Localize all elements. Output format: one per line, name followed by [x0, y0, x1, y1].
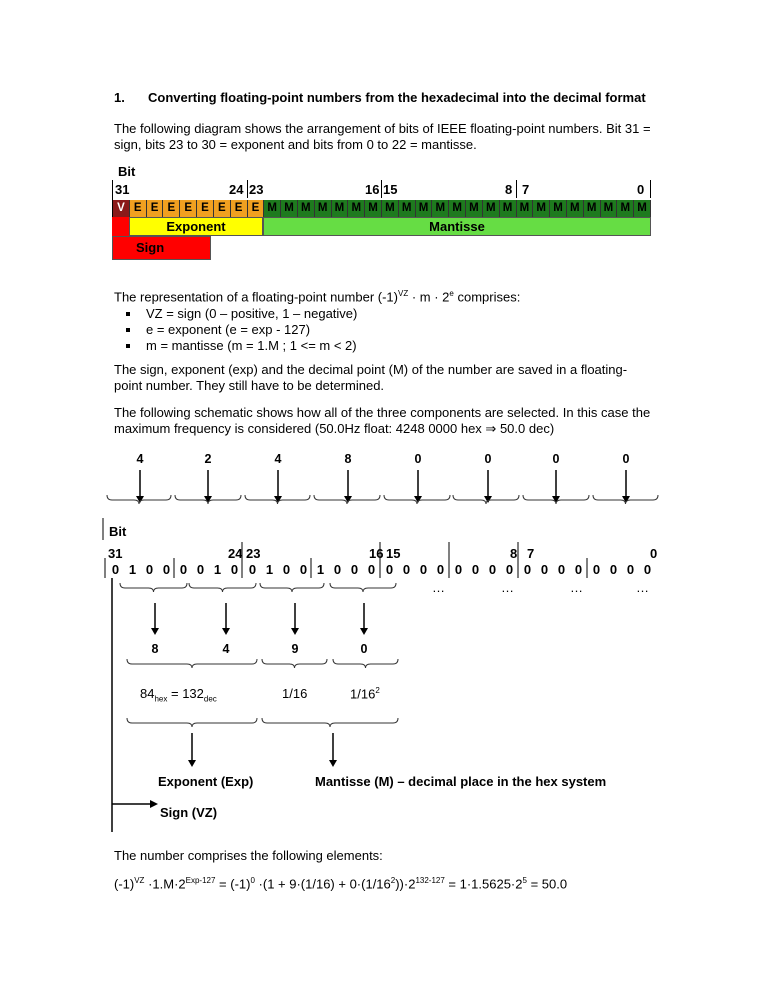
- binary-bit: 0: [350, 562, 359, 577]
- group-digit: 9: [291, 642, 299, 656]
- bit-cell: M: [617, 200, 634, 217]
- sign-band-label: Sign: [136, 240, 165, 255]
- binary-bit: 0: [436, 562, 445, 577]
- fraction-1: 1/16: [282, 686, 308, 701]
- binary-bit: 0: [592, 562, 601, 577]
- ellipsis: …: [570, 580, 583, 595]
- hex-digit: 4: [136, 452, 144, 466]
- bit-cell: E: [231, 200, 248, 217]
- bit-cell: M: [281, 200, 298, 217]
- list-item: VZ = sign (0 – positive, 1 – negative): [114, 306, 357, 322]
- binary-bit: 0: [419, 562, 428, 577]
- schematic-paragraph-line2: maximum frequency is considered (50.0Hz float: 4248 0000 hex ⇒ 50.0 dec): [114, 421, 555, 436]
- hex-digit: 0: [414, 452, 422, 466]
- binary-bit: 0: [162, 562, 171, 577]
- list-item: m = mantisse (m = 1.M ; 1 <= m < 2): [114, 338, 357, 354]
- bit-cell: M: [634, 200, 651, 217]
- bit-cell: E: [197, 200, 214, 217]
- arrowhead: [360, 628, 368, 635]
- binary-bit: 0: [643, 562, 652, 577]
- marker-23: 23: [249, 182, 264, 197]
- sign-result-label: Sign (VZ): [160, 805, 218, 820]
- arrowhead: [150, 800, 158, 808]
- mantisse-band-label: Mantisse: [429, 219, 485, 234]
- hex-digit: 0: [552, 452, 560, 466]
- exp-brace-2: [189, 583, 256, 592]
- bit-cell: M: [432, 200, 449, 217]
- bit-cell: E: [163, 200, 180, 217]
- binary-bit: 0: [471, 562, 480, 577]
- ellipsis: …: [636, 580, 649, 595]
- arrowhead: [291, 628, 299, 635]
- exponent-result-label: Exponent (Exp): [158, 774, 254, 789]
- marker2-24: 24: [228, 546, 243, 561]
- binary-bit: 0: [111, 562, 120, 577]
- marker-31: 31: [115, 182, 130, 197]
- binary-bit: 0: [196, 562, 205, 577]
- marker2-31: 31: [108, 546, 123, 561]
- bit-cell: M: [500, 200, 517, 217]
- exponent-value: $84_{hex} = 132_{dec}$: [140, 686, 217, 704]
- bit-cell: M: [466, 200, 483, 217]
- marker2-0: 0: [650, 546, 658, 561]
- mant-group-brace-2: [333, 659, 398, 668]
- arrowhead: [329, 760, 337, 767]
- bit-cell: E: [147, 200, 164, 217]
- binary-bit: 0: [333, 562, 342, 577]
- bit-cell: M: [601, 200, 618, 217]
- arrowhead: [151, 628, 159, 635]
- fraction-2: $1/16^2$: [350, 686, 380, 702]
- binary-bit: 0: [248, 562, 257, 577]
- group-digit: 8: [151, 642, 159, 656]
- bit-cell: M: [298, 200, 315, 217]
- bit-cell: M: [416, 200, 433, 217]
- binary-bit: 1: [316, 562, 325, 577]
- hex-digit: 0: [484, 452, 492, 466]
- exponent-band-label: Exponent: [166, 219, 226, 234]
- marker2-7: 7: [527, 546, 535, 561]
- binary-bit: 0: [609, 562, 618, 577]
- marker-24: 24: [229, 182, 244, 197]
- group-digit: 4: [222, 642, 230, 656]
- representation-text: The representation of a floating-point number $(-1)^{VZ} \cdot m \cdot 2^e$ comprises:: [114, 289, 521, 305]
- components-paragraph: The sign, exponent (exp) and the decimal point (M) of the number are saved in a floating-point number. They still have to be determined.: [114, 362, 628, 393]
- bit-cell: M: [365, 200, 382, 217]
- section-title: Converting floating-point numbers from the hexadecimal into the decimal format: [148, 90, 646, 105]
- marker-16: 16: [365, 182, 380, 197]
- bit-cell: M: [517, 200, 534, 217]
- binary-bit: 1: [265, 562, 274, 577]
- marker2-16: 16: [369, 546, 384, 561]
- formula: $(-1)^{VZ} \cdot 1.M\cdot 2^{Exp-127} = (-1)^0 \cdot(1 + 9\cdot(1/16) + 0\cdot(1/16^2))\cdot 2^{132-127} = 1\cdot 1.5625\cdot 2^5 = 50.0$: [114, 876, 568, 892]
- marker2-23: 23: [246, 546, 261, 561]
- bit-label-2: Bit: [109, 524, 127, 539]
- bit-cell: M: [399, 200, 416, 217]
- bit-cell: M: [483, 200, 500, 217]
- binary-bit: 0: [230, 562, 239, 577]
- ellipsis: …: [432, 580, 445, 595]
- bit-cell: M: [533, 200, 550, 217]
- binary-bit: 0: [367, 562, 376, 577]
- elements-paragraph: The number comprises the following elements:: [114, 848, 383, 863]
- mantisse-result-label: Mantisse (M) – decimal place in the hex system: [315, 774, 607, 789]
- hex-digit: 2: [204, 452, 212, 466]
- binary-bit: 0: [454, 562, 463, 577]
- arrowhead: [188, 760, 196, 767]
- marker-15: 15: [383, 182, 398, 197]
- bit-cell: M: [264, 200, 281, 217]
- exp-group-brace: [127, 659, 257, 668]
- list-item: e = exponent (e = exp - 127): [114, 322, 357, 338]
- bit-cell: M: [315, 200, 332, 217]
- mant-brace-1: [260, 583, 324, 592]
- binary-bit: 0: [540, 562, 549, 577]
- hex-digit: 8: [344, 452, 352, 466]
- bit-cell: M: [584, 200, 601, 217]
- bit-cell: E: [180, 200, 197, 217]
- binary-bit: 0: [626, 562, 635, 577]
- group-digit: 0: [360, 642, 368, 656]
- binary-bit: 0: [488, 562, 497, 577]
- bit-cell: M: [332, 200, 349, 217]
- schematic-paragraph-line1: The following schematic shows how all of the three components are selected. In this case the: [114, 405, 651, 420]
- binary-bit: 0: [505, 562, 514, 577]
- binary-bit: 0: [282, 562, 291, 577]
- marker2-15: 15: [386, 546, 401, 561]
- hex-digit: 0: [622, 452, 630, 466]
- bit-cell: E: [214, 200, 231, 217]
- intro-paragraph: The following diagram shows the arrangement of bits of IEEE floating-point numbers. Bit 31 = sign, bits 23 to 30 = exponent and bits from 0 to 22 = mantisse.: [114, 121, 651, 152]
- mant-brace-2: [330, 583, 396, 592]
- mant-group-brace-1: [262, 659, 327, 668]
- bit-cell: E: [130, 200, 147, 217]
- exp-brace-1: [120, 583, 187, 592]
- bit-cell: M: [449, 200, 466, 217]
- binary-bit: 0: [145, 562, 154, 577]
- marker2-8: 8: [510, 546, 518, 561]
- mantisse-brace: [262, 718, 398, 727]
- bit-cell: M: [567, 200, 584, 217]
- bit-label: Bit: [118, 164, 136, 179]
- bit-cell: M: [550, 200, 567, 217]
- binary-bit: 0: [402, 562, 411, 577]
- hex-digit: 4: [274, 452, 282, 466]
- bit-cell: M: [348, 200, 365, 217]
- binary-bit: 0: [299, 562, 308, 577]
- section-number: 1.: [114, 90, 125, 105]
- marker-0: 0: [637, 182, 645, 197]
- binary-bit: 1: [213, 562, 222, 577]
- binary-bit: 0: [523, 562, 532, 577]
- binary-bit: 0: [179, 562, 188, 577]
- bit-cell: E: [248, 200, 265, 217]
- binary-bit: 0: [385, 562, 394, 577]
- binary-bit: 1: [128, 562, 137, 577]
- binary-bit: 0: [557, 562, 566, 577]
- bit-cell: V: [113, 200, 130, 217]
- exponent-brace: [127, 718, 257, 727]
- marker-7: 7: [522, 182, 530, 197]
- marker-8: 8: [505, 182, 513, 197]
- binary-bit: 0: [574, 562, 583, 577]
- arrowhead: [222, 628, 230, 635]
- bit-cell: M: [382, 200, 399, 217]
- ellipsis: …: [501, 580, 514, 595]
